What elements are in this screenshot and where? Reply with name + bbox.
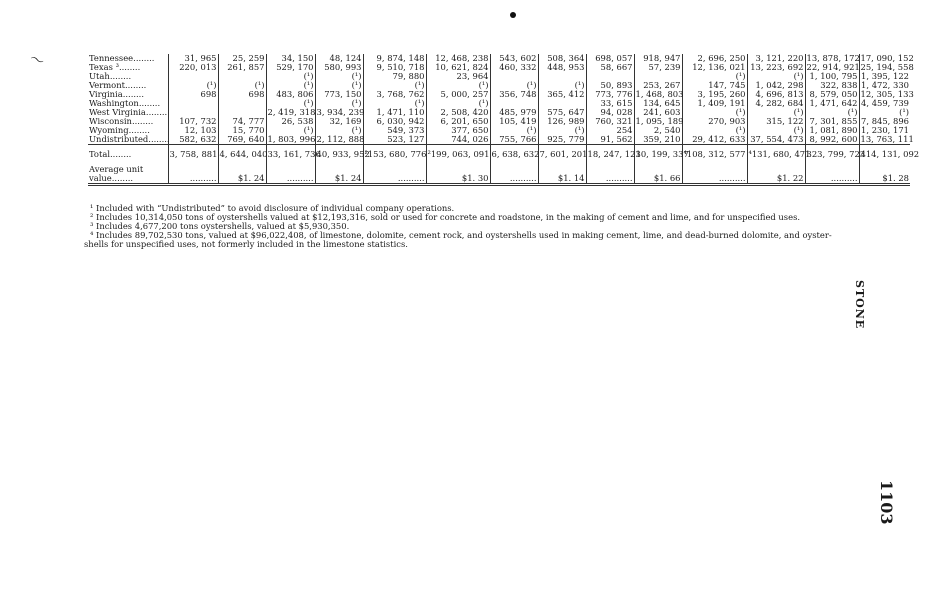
table-cell: 359, 210 (634, 135, 682, 145)
table-cell: 33, 161, 736 (266, 145, 315, 160)
running-head: STONE (853, 280, 866, 330)
table-cell: 13, 763, 111 (860, 134, 914, 144)
leader-dots: ........ (111, 173, 134, 183)
table-cell: 74, 777 (218, 117, 266, 126)
table-cell: 25, 194, 558 (860, 62, 914, 72)
table-cell: 30, 199, 337 (634, 145, 682, 160)
table-cell (805, 159, 859, 174)
table-cell: 2, 540 (634, 126, 682, 135)
table-cell: ⁴108, 312, 577 (682, 145, 747, 160)
table-cell: 8, 992, 600 (805, 135, 859, 145)
table-cell: 13, 878, 172 (806, 53, 860, 63)
table-cell: (¹) (266, 81, 315, 90)
table-cell: 523, 127 (363, 135, 426, 145)
table-cell: 48, 124 (315, 54, 363, 63)
table-cell: 365, 412 (538, 90, 586, 99)
table-cell: 773, 776 (586, 90, 634, 99)
table-cell: 2, 419, 318 (267, 107, 316, 117)
table-cell: 13, 223, 692 (747, 63, 805, 72)
row-label-text: Total (89, 149, 111, 159)
row-label-text: Tennessee (89, 53, 134, 63)
average-unit-value-row (88, 174, 910, 185)
footnote-1: ¹ Included with “Undistributed” to avoid disclosure of individual company operations. (90, 203, 455, 213)
table-cell: (¹) (747, 126, 805, 135)
row-label-text: Undistributed (89, 134, 149, 144)
table-cell: $1. 66 (634, 174, 682, 185)
table-cell: 549, 373 (363, 126, 426, 135)
table-cell: 3, 121, 220 (747, 54, 805, 63)
table-cell: 1, 472, 330 (859, 81, 910, 90)
table-cell: 79, 880 (363, 72, 426, 81)
table-cell: (¹) (682, 108, 747, 117)
table-cell: (¹) (266, 72, 315, 81)
leader-dots: ........ (124, 80, 147, 90)
table-cell: 105, 419 (490, 117, 538, 126)
table-cell: 270, 903 (682, 117, 747, 126)
table-cell: (¹) (805, 108, 859, 117)
table-cell: (¹) (682, 72, 747, 81)
table-cell: 414, 131, 092 (859, 145, 910, 160)
table-cell: 1, 081, 890 (805, 126, 859, 135)
table-cell: ²153, 680, 776 (363, 145, 426, 160)
row-label-text: Average unit (89, 164, 144, 174)
table-cell: 1, 230, 171 (859, 126, 910, 135)
table-cell: 5, 000, 257 (426, 90, 490, 99)
table-cell: 3, 195, 260 (682, 90, 747, 99)
table-cell: 7, 301, 855 (805, 117, 859, 126)
table-cell: 3, 758, 881 (168, 145, 218, 160)
row-label (88, 159, 168, 174)
table-cell: 18, 247, 121 (586, 145, 634, 160)
table-cell: .......... (586, 174, 634, 185)
table-cell: 315, 122 (747, 117, 805, 126)
leader-dots: ........ (122, 89, 145, 99)
table-cell: ⁴131, 680, 471 (747, 145, 805, 160)
table-cell: 254 (586, 126, 634, 135)
leader-dots: ........ (133, 53, 155, 63)
table-cell: 6, 638, 632 (490, 145, 538, 160)
table-cell: (¹) (266, 126, 315, 135)
leader-dots: ........ (138, 98, 161, 108)
table-cell: .......... (682, 174, 747, 185)
table-cell: 698 (218, 90, 266, 99)
table-cell: (¹) (682, 126, 747, 135)
table-cell: 17, 090, 152 (860, 53, 914, 63)
table-cell: $1. 14 (538, 174, 586, 185)
table-cell: 1, 468, 803 (635, 89, 684, 99)
table-cell: .......... (490, 174, 538, 185)
table-cell: ²199, 063, 091 (426, 145, 490, 160)
table-cell: 6, 030, 942 (363, 117, 426, 126)
leader-dots: ........ (131, 116, 154, 126)
table-cell: 744, 026 (426, 135, 490, 145)
row-label-text: West Virginia (89, 107, 146, 117)
table-cell (168, 159, 218, 174)
row-label-text: Texas ³ (89, 62, 119, 72)
leader-dots: ........ (118, 62, 141, 72)
table-cell: 1, 042, 298 (747, 81, 805, 90)
table-cell: 12, 468, 238 (426, 54, 490, 63)
table-cell: 31, 965 (168, 54, 218, 63)
table-cell: (¹) (538, 126, 586, 135)
table-cell: 698, 057 (586, 54, 634, 63)
table-cell: 3, 934, 239 (316, 107, 365, 117)
table-cell: 147, 745 (682, 81, 747, 90)
table-cell: 1, 803, 996 (267, 134, 316, 144)
table-cell: 40, 933, 952 (315, 145, 363, 160)
footnote-2: ² Includes 10,314,050 tons of oystershells valued at $12,193,316, sold or used for concrete and roadstone, in the making of cement and lime, and for unspecified uses. (90, 212, 801, 222)
table-cell: (¹) (490, 81, 538, 90)
average-unit-row (88, 159, 910, 174)
leader-dots: ........ (109, 71, 132, 81)
table-cell: $1. 28 (859, 174, 910, 185)
table-cell: $1. 22 (747, 174, 805, 185)
row-label-text: Wisconsin (89, 116, 132, 126)
table-cell: 94, 028 (586, 108, 634, 117)
table-cell: 356, 748 (490, 90, 538, 99)
table-cell: (¹) (315, 72, 363, 81)
table-cell (538, 159, 586, 174)
table-cell: 760, 321 (586, 117, 634, 126)
table-cell: 448, 953 (538, 63, 586, 72)
row-label-text: Washington (89, 98, 139, 108)
table-cell (586, 159, 634, 174)
table-cell: 25, 259 (218, 54, 266, 63)
row-label (88, 174, 168, 185)
table-cell: 485, 979 (490, 108, 538, 117)
table-cell: 37, 554, 473 (747, 135, 805, 145)
table-cell: 15, 770 (218, 126, 266, 135)
table-cell: 58, 667 (586, 63, 634, 72)
table-cell: 2, 112, 888 (316, 134, 365, 144)
table-cell: 32, 169 (315, 117, 363, 126)
row-label-text: value (89, 173, 112, 183)
leader-dots: ........ (145, 107, 168, 117)
table-cell: 12, 136, 021 (682, 63, 747, 72)
page-number: 1103 (877, 480, 896, 525)
row-label-text: Virginia (89, 89, 123, 99)
table-cell: 769, 640 (218, 135, 266, 145)
table-cell: 23, 964 (426, 72, 490, 81)
table-cell: 12, 305, 133 (860, 89, 914, 99)
row-label-text: Vermont (89, 80, 125, 90)
table-cell: $1. 30 (426, 174, 490, 185)
table-cell: 9, 874, 148 (363, 54, 426, 63)
table-cell: 698 (168, 90, 218, 99)
footnote-3: ³ Includes 4,677,200 tons oystershells, valued at $5,930,350. (90, 221, 350, 231)
table-cell: (¹) (747, 108, 805, 117)
table-cell: 126, 989 (538, 117, 586, 126)
table-cell (168, 99, 218, 108)
table-cell: 2, 508, 420 (426, 108, 490, 117)
table-cell: 261, 857 (218, 63, 266, 72)
table-cell: 6, 201, 650 (426, 117, 490, 126)
table-cell: (¹) (426, 99, 490, 108)
table-cell: 50, 893 (586, 81, 634, 90)
table-cell: 460, 332 (490, 63, 538, 72)
table-cell: 322, 838 (805, 81, 859, 90)
table-cell: 1, 471, 642 (805, 99, 859, 108)
table-cell: 773, 150 (315, 90, 363, 99)
table-cell (859, 159, 910, 174)
ink-dot (510, 12, 516, 18)
table-cell: .......... (266, 174, 315, 185)
row-label (88, 145, 168, 160)
table-cell: 582, 632 (168, 135, 218, 145)
table-cell: 4, 696, 813 (747, 90, 805, 99)
table-row (88, 135, 910, 145)
table-cell (426, 159, 490, 174)
table-cell (218, 159, 266, 174)
table-cell (634, 159, 682, 174)
leader-dots: ........ (110, 149, 132, 159)
table-cell: .......... (168, 174, 218, 185)
table-cell: 918, 947 (634, 54, 682, 63)
table-cell (747, 159, 805, 174)
table-cell: (¹) (315, 99, 363, 108)
table-cell: 134, 645 (634, 99, 682, 108)
row-label-text: Utah (89, 71, 110, 81)
table-cell: 925, 779 (538, 135, 586, 145)
table-cell: 543, 602 (490, 54, 538, 63)
table-cell: 1, 395, 122 (859, 72, 910, 81)
table-cell: 9, 510, 718 (363, 63, 426, 72)
table-cell (490, 159, 538, 174)
table-cell: 220, 013 (168, 63, 218, 72)
total-row (88, 145, 910, 160)
table-cell: 755, 766 (490, 135, 538, 145)
table-cell: (¹) (266, 99, 315, 108)
leader-dots: ........ (128, 125, 150, 135)
table-cell: (¹) (747, 72, 805, 81)
table-cell (266, 159, 315, 174)
table-cell: (¹) (426, 81, 490, 90)
row-label (88, 135, 168, 145)
table-cell: (¹) (218, 81, 266, 90)
table-cell: 580, 993 (315, 63, 363, 72)
table-cell: $1. 24 (218, 174, 266, 185)
table-cell: 377, 650 (426, 126, 490, 135)
table-cell: 10, 621, 824 (426, 63, 490, 72)
footnotes (84, 203, 870, 249)
table-cell: 1, 095, 189 (635, 116, 684, 126)
table-cell (218, 99, 266, 108)
table-cell: 529, 170 (266, 63, 315, 72)
row-label-text: Wyoming (89, 125, 129, 135)
table-cell: (¹) (538, 81, 586, 90)
table-cell (682, 159, 747, 174)
footnote-4-continued: shells for unspecified uses, not formerly included in the limestone statistics. (84, 239, 408, 249)
table-cell: 26, 538 (266, 117, 315, 126)
table-cell (363, 159, 426, 174)
table-cell: 4, 644, 040 (218, 145, 266, 160)
table-cell: 8, 579, 050 (805, 90, 859, 99)
table-cell: (¹) (315, 81, 363, 90)
table-cell (315, 159, 363, 174)
table-cell: (¹) (363, 99, 426, 108)
table-cell: 241, 603 (634, 108, 682, 117)
table-cell: 2, 696, 250 (682, 54, 747, 63)
leader-dots: ........ (148, 134, 170, 144)
footnote-4: ⁴ Includes 89,702,530 tons, valued at $96,022,408, of limestone, dolomite, cement rock, and oystershells used in making cement, lime, and dead-burned dolomite, and oyster- (90, 230, 832, 240)
table-cell: 57, 239 (634, 63, 682, 72)
table-cell: 1, 100, 795 (805, 72, 859, 81)
table-cell: 91, 562 (586, 135, 634, 145)
table-cell: 34, 150 (266, 54, 315, 63)
table-cell: 483, 806 (266, 90, 315, 99)
table-cell: 107, 732 (168, 117, 218, 126)
table-cell: 253, 267 (634, 81, 682, 90)
margin-mark: 〜 (27, 51, 46, 71)
table-cell: (¹) (168, 81, 218, 90)
table-cell: 29, 412, 633 (682, 135, 747, 145)
table-cell: 12, 103 (168, 126, 218, 135)
table-cell: 7, 601, 201 (538, 145, 586, 160)
table-cell: 575, 647 (538, 108, 586, 117)
table-cell: 323, 799, 723 (805, 145, 859, 160)
table-cell: 1, 471, 110 (363, 108, 426, 117)
table-cell: (¹) (490, 126, 538, 135)
table-cell: $1. 24 (315, 174, 363, 185)
table-cell: (¹) (315, 126, 363, 135)
table-cell: 3, 768, 762 (363, 90, 426, 99)
table-row (88, 63, 910, 72)
table-cell: 1, 409, 191 (682, 99, 747, 108)
stone-statistics-table (88, 53, 920, 186)
table-cell: (¹) (363, 81, 426, 90)
table-cell: 4, 282, 684 (747, 99, 805, 108)
table-cell: (¹) (859, 108, 910, 117)
table-cell: 33, 615 (586, 99, 634, 108)
table-cell: 4, 459, 739 (859, 99, 910, 108)
table-cell: 508, 364 (538, 54, 586, 63)
table-cell: .......... (805, 174, 859, 185)
table-cell: 7, 845, 896 (859, 117, 910, 126)
table-cell: .......... (363, 174, 426, 185)
table-cell: 22, 914, 921 (806, 62, 860, 72)
